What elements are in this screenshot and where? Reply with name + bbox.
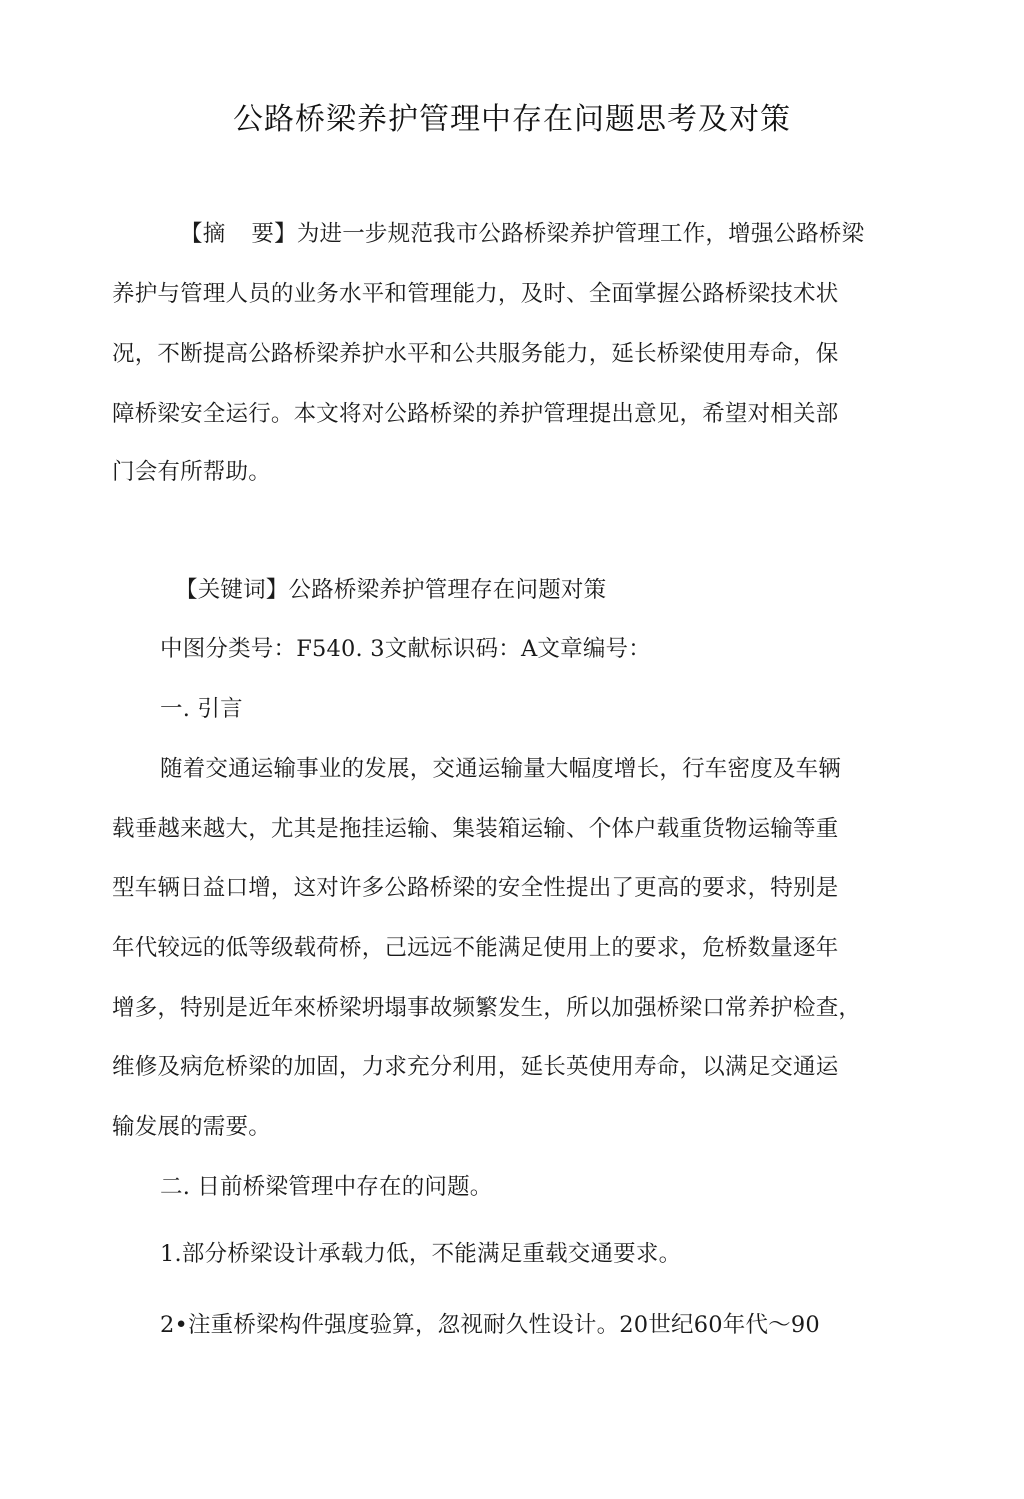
abstract-label-left: 【摘: [180, 221, 226, 247]
abstract-line: 门会有所帮助。: [112, 459, 271, 485]
list-item-2: 2•注重桥梁构件强度验算，忽视耐久性设计。20世纪60年代～90: [160, 1312, 820, 1338]
classification-line: 中图分类号：F540. 3文献标识码：A文章编号：: [160, 636, 651, 662]
section-heading-problems: 二. 日前桥梁管理中存在的问题。: [160, 1174, 493, 1200]
abstract-line: 障桥梁安全运行。本文将对公路桥梁的养护管理提出意见，希望对相关部: [112, 401, 839, 427]
abstract-first-line: [180, 218, 864, 250]
body-paragraph-line: 维修及病危桥梁的加固，力求充分利用，延长英使用寿命，以满足交通运: [112, 1054, 839, 1080]
abstract-line: 为进一步规范我市公路桥梁养护管理工作，增强公路桥梁: [296, 221, 865, 247]
body-paragraph-line: 年代较远的低等级载荷桥，己远远不能满足使用上的要求，危桥数量逐年: [112, 935, 839, 961]
abstract-label-right: 要】: [251, 221, 297, 247]
body-paragraph-line: 增多，特别是近年來桥梁坍塌事故频繁发生，所以加强桥梁口常养护检查，: [112, 995, 862, 1021]
body-paragraph-line: 型车辆日益口增，这对许多公路桥梁的安全性提出了更高的要求，特别是: [112, 875, 839, 901]
list-item-1: 1.部分桥梁设计承载力低，不能满足重载交通要求。: [160, 1241, 682, 1267]
body-paragraph-line: 随着交通运输事业的发展，交通运输量大幅度增长，行车密度及车辆: [160, 756, 842, 782]
body-paragraph-line: 载垂越来越大，尤其是拖挂运输、集装箱运输、个体户载重货物运输等重: [112, 816, 839, 842]
abstract-line: 养护与管理人员的业务水平和管理能力，及时、全面掌握公路桥梁技术状: [112, 281, 839, 307]
abstract-line: 况，不断提高公路桥梁养护水平和公共服务能力，延长桥梁使用寿命，保: [112, 341, 839, 367]
section-heading-introduction: 一. 引言: [160, 696, 243, 722]
document-title: 公路桥梁养护管理中存在问题思考及对策: [233, 102, 791, 137]
keywords-line: 【关键词】公路桥梁养护管理存在问题对策: [175, 577, 607, 603]
body-paragraph-line: 输发展的需要。: [112, 1114, 271, 1140]
